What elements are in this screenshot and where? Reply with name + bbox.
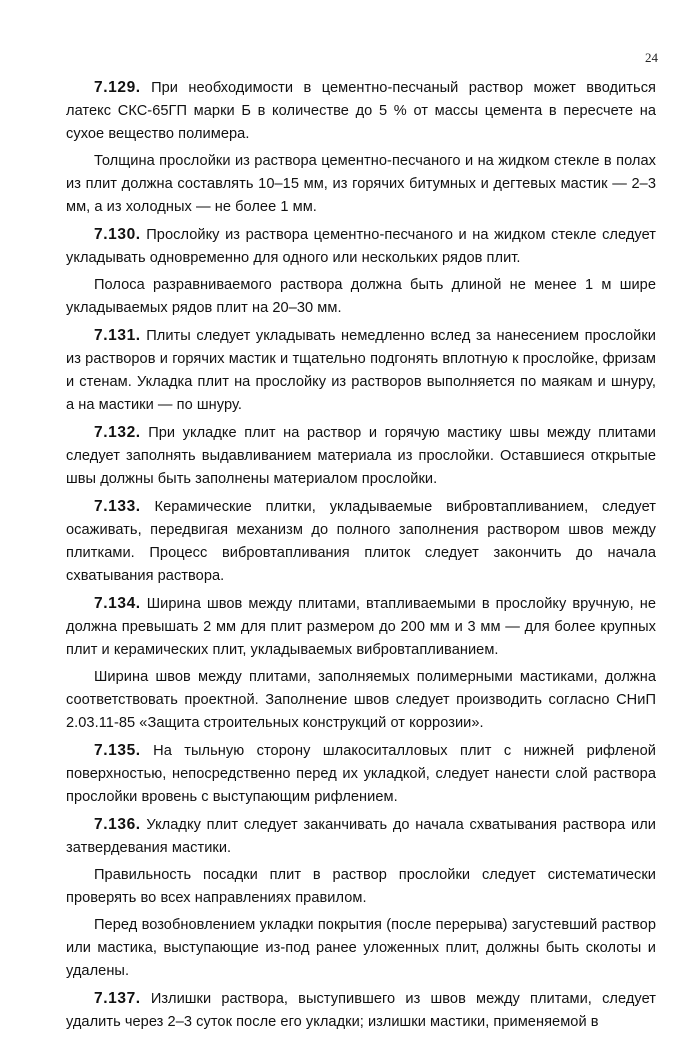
clause-number: 7.137.: [94, 990, 141, 1007]
paragraph-text: При укладке плит на раствор и горячую мастику швы между плитами следует заполнять выдавливанием материала из прослойки. Оставшиеся открытые швы должны быть заполнены материалом прослойки.: [66, 425, 656, 487]
paragraph-text: Плиты следует укладывать немедленно вслед за нанесением прослойки из растворов и горячих мастик и тщательно подгонять вплотную к прослойке, фризам и стенам. Укладка плит на прослойку из растворов выполняется по маякам и шнуру, а на мастики — по шнуру.: [66, 328, 656, 413]
paragraph: [66, 666, 656, 735]
clause-number: 7.131.: [94, 327, 141, 344]
paragraph-text: Укладку плит следует заканчивать до начала схватывания раствора или затвердевания мастики.: [66, 817, 656, 856]
paragraph-text: Прослойку из раствора цементно-песчаного и на жидком стекле следует укладывать одновременно для одного или нескольких рядов плит.: [66, 227, 656, 266]
clause-number: 7.129.: [94, 79, 141, 96]
clause-number: 7.135.: [94, 742, 141, 759]
paragraph-text: Правильность посадки плит в раствор прослойки следует систематически проверять во всех направлениях правилом.: [66, 867, 656, 906]
paragraph-text: Ширина швов между плитами, заполняемых полимерными мастиками, должна соответствовать проектной. Заполнение швов следует производить согласно СНиП 2.03.11-85 «Защита строительных конструкций от коррозии».: [66, 669, 656, 731]
paragraph-7-129: [66, 76, 656, 146]
paragraph-text: Излишки раствора, выступившего из швов между плитами, следует удалить через 2–3 суток после его укладки; излишки мастики, применяемой в: [66, 991, 656, 1030]
paragraph-text: Ширина швов между плитами, втапливаемыми в прослойку вручную, не должна превышать 2 мм для плит размером до 200 мм и 3 мм — для более крупных плит и керамических плит, укладываемых вибровтапливанием.: [66, 596, 656, 658]
paragraph-7-135: [66, 739, 656, 809]
paragraph-7-136: [66, 813, 656, 860]
clause-number: 7.134.: [94, 595, 141, 612]
clause-number: 7.130.: [94, 226, 141, 243]
paragraph-text: Толщина прослойки из раствора цементно-песчаного и на жидком стекле в полах из плит должна составлять 10–15 мм, из горячих битумных и дегтевых мастик — 2–3 мм, а из холодных — не более 1 мм.: [66, 153, 656, 215]
paragraph-7-133: [66, 495, 656, 588]
paragraph-text: Керамические плитки, укладываемые вибровтапливанием, следует осаживать, передвигая механизм до полного заполнения раствором швов между плитками. Процесс вибровтапливания плиток следует закончить до начала схватывания раствора.: [66, 499, 656, 584]
paragraph-7-134: [66, 592, 656, 662]
paragraph-7-131: [66, 324, 656, 417]
clause-number: 7.133.: [94, 498, 141, 515]
paragraph-7-130: [66, 223, 656, 270]
clause-number: 7.136.: [94, 816, 141, 833]
paragraph-7-137: [66, 987, 656, 1034]
paragraph: [66, 150, 656, 219]
paragraph-text: Полоса разравниваемого раствора должна быть длиной не менее 1 м шире укладываемых рядов плит на 20–30 мм.: [66, 277, 656, 316]
page-number: 24: [645, 50, 658, 65]
paragraph-text: При необходимости в цементно-песчаный раствор может вводиться латекс СКС-65ГП марки Б в количестве до 5 % от массы цемента в пересчете на сухое вещество полимера.: [66, 80, 656, 142]
document-body: [66, 76, 656, 1038]
paragraph: [66, 864, 656, 910]
clause-number: 7.132.: [94, 424, 141, 441]
paragraph: [66, 274, 656, 320]
paragraph-7-132: [66, 421, 656, 491]
paragraph-text: На тыльную сторону шлакоситалловых плит с нижней рифленой поверхностью, непосредственно перед их укладкой, следует нанести слой раствора прослойки вровень с выступающим рифлением.: [66, 743, 656, 805]
paragraph: [66, 914, 656, 983]
paragraph-text: Перед возобновлением укладки покрытия (после перерыва) загустевший раствор или мастика, выступающие из-под ранее уложенных плит, должны быть сколоты и удалены.: [66, 917, 656, 979]
